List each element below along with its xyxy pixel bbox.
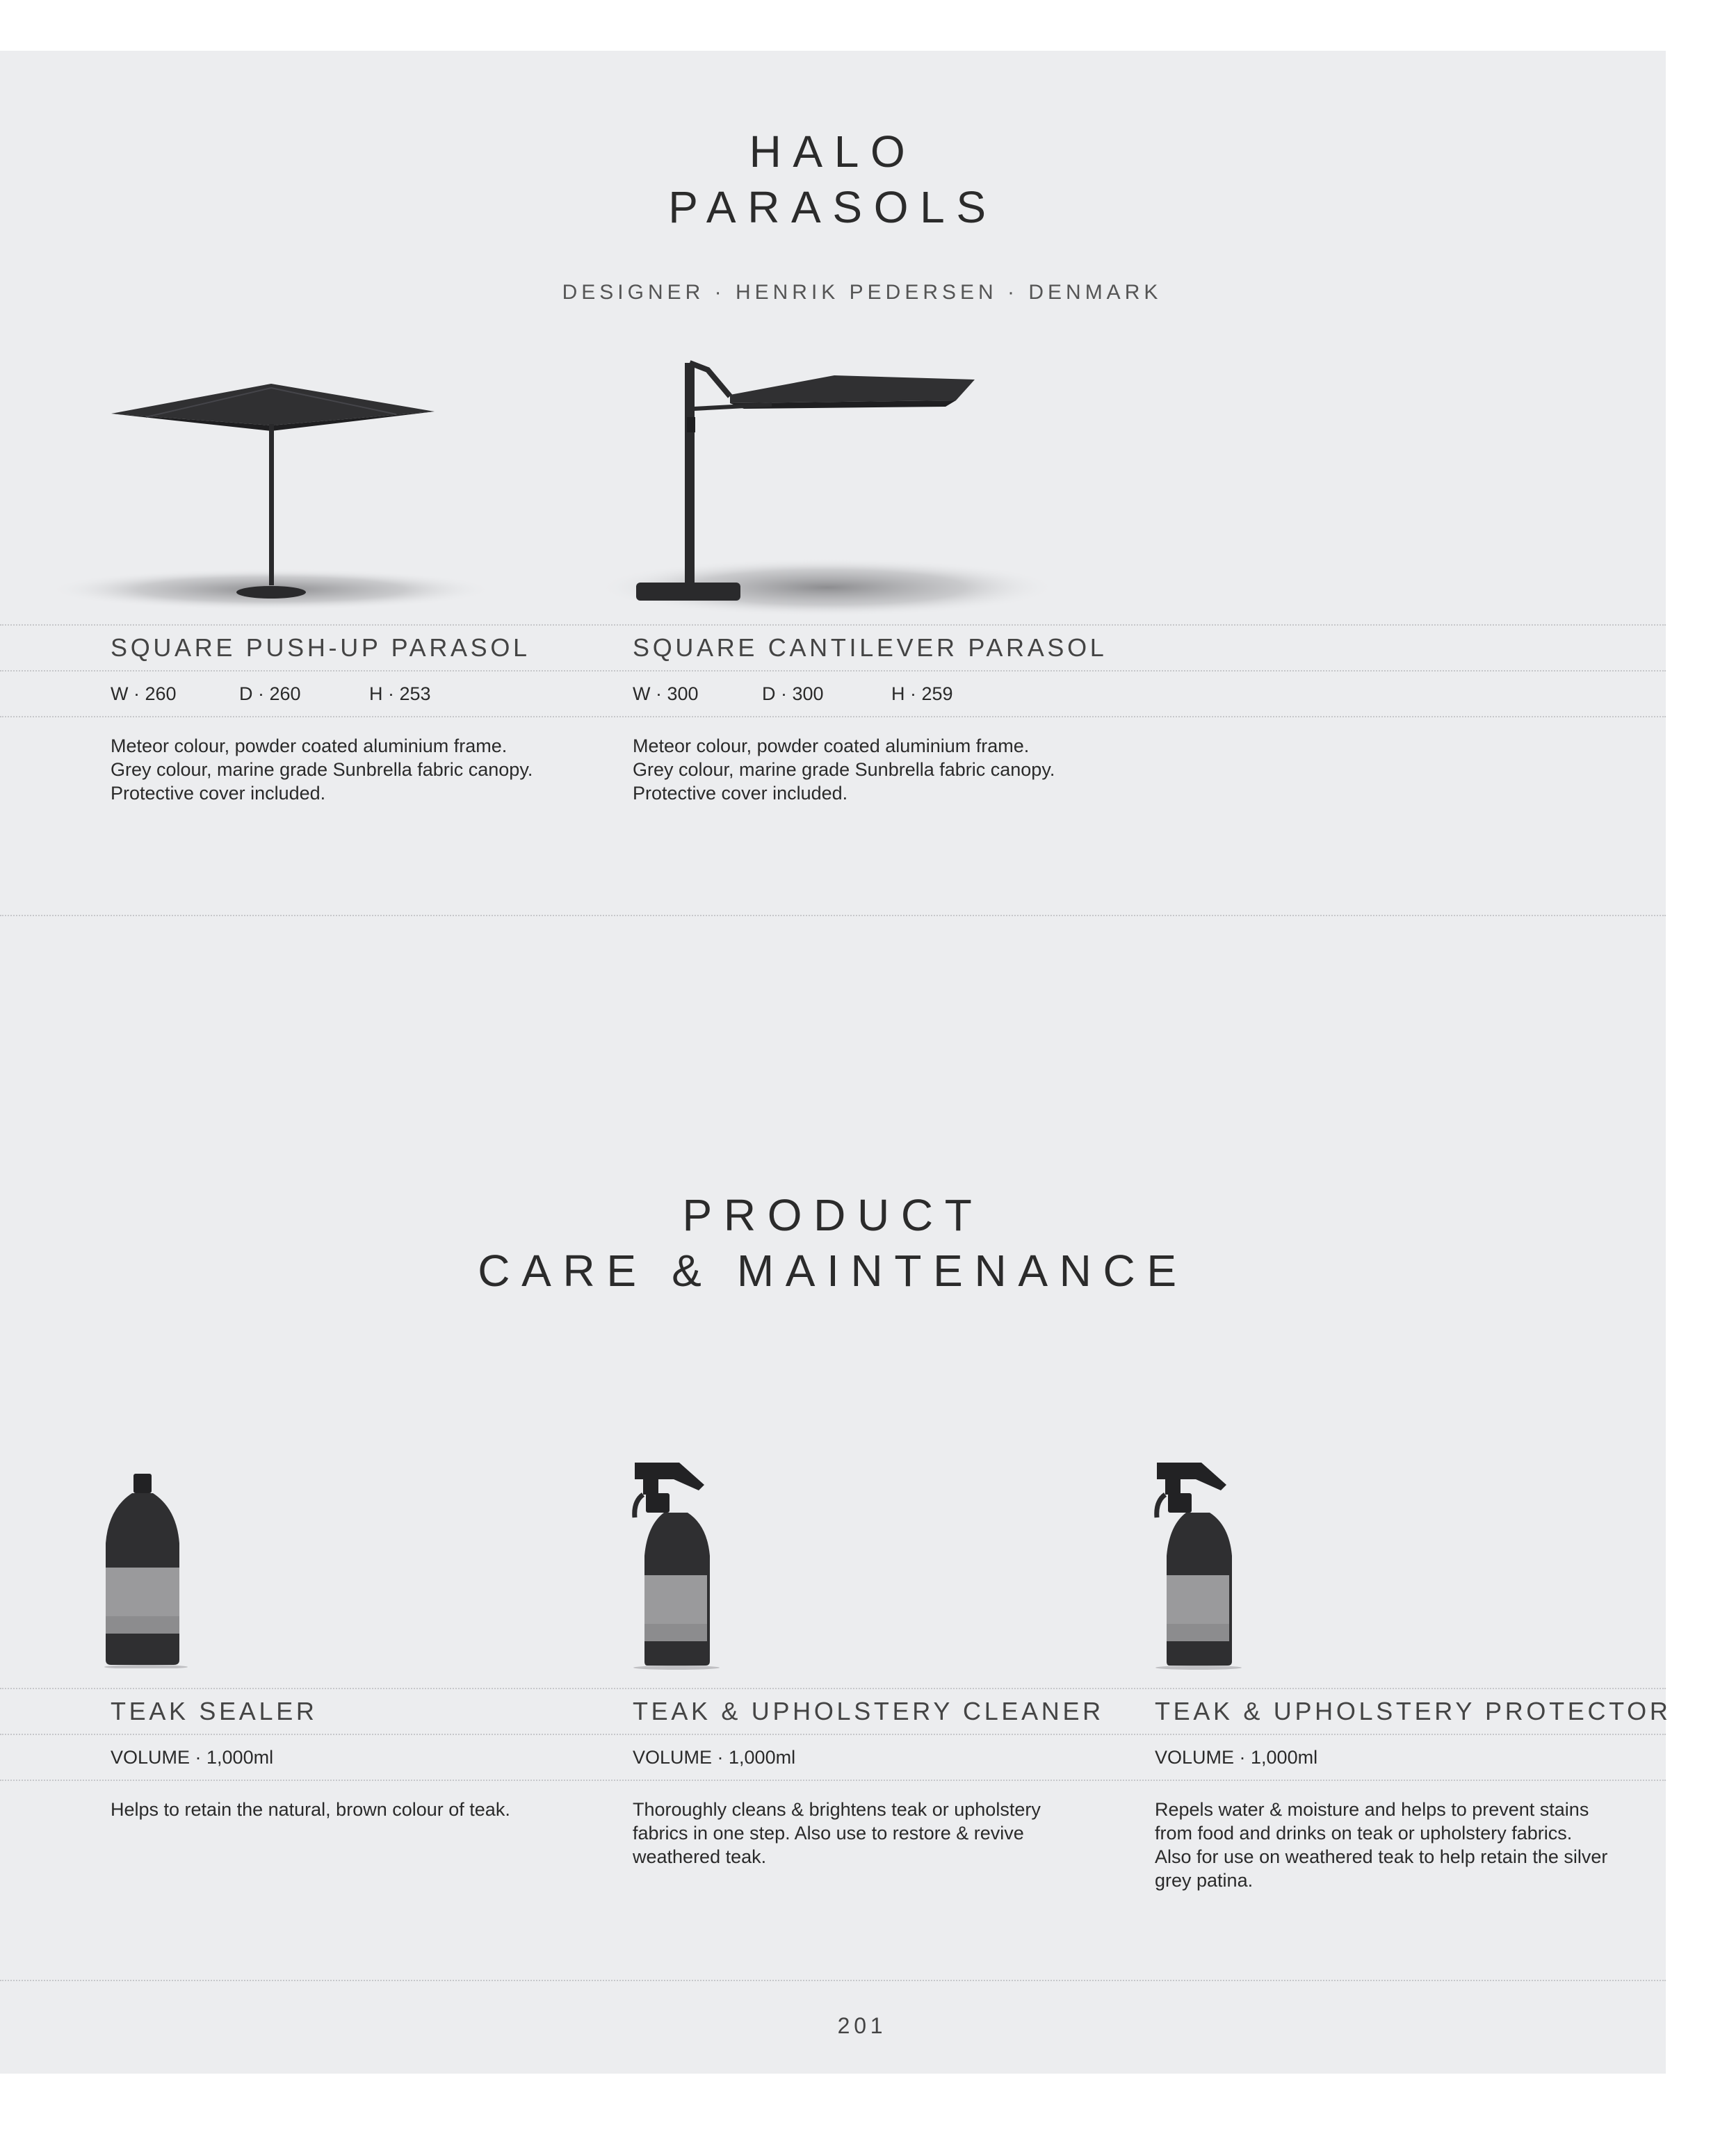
product-name: TEAK & UPHOLSTERY CLEANER [633, 1697, 1104, 1725]
product-volume: VOLUME · 1,000ml [633, 1747, 796, 1768]
divider [0, 1688, 1666, 1689]
section-title-line2: PARASOLS [668, 182, 998, 232]
divider [0, 1734, 1666, 1735]
product-description: Meteor colour, powder coated aluminium frame. Grey colour, marine grade Sunbrella fabric canopy. Protective cover included. [633, 735, 1055, 804]
product-volume: VOLUME · 1,000ml [111, 1747, 274, 1768]
section-title-line1: PRODUCT [682, 1190, 984, 1240]
product-description: Helps to retain the natural, brown colour of teak. [111, 1799, 510, 1820]
divider [0, 624, 1666, 626]
protector-spray-bottle-image [1151, 1458, 1256, 1670]
product-name: TEAK SEALER [111, 1697, 318, 1725]
divider [0, 915, 1666, 916]
divider [0, 1780, 1666, 1781]
product-name: SQUARE CANTILEVER PARASOL [633, 633, 1108, 662]
sealer-bottle-image [104, 1467, 195, 1668]
product-volume: VOLUME · 1,000ml [1155, 1747, 1318, 1768]
divider [0, 716, 1666, 717]
push-up-parasol-image [42, 368, 501, 612]
product-name: SQUARE PUSH-UP PARASOL [111, 633, 530, 662]
product-description: Thoroughly cleans & brightens teak or upholstery fabrics in one step. Also use to restore & revive weathered teak. [633, 1799, 1041, 1867]
dimension-depth: D · 260 [239, 683, 301, 704]
dimension-width: W · 300 [633, 683, 699, 704]
cantilever-parasol-image [570, 355, 1057, 619]
dimension-height: H · 259 [891, 683, 953, 704]
divider [0, 1980, 1666, 1981]
dimension-width: W · 260 [111, 683, 177, 704]
dimension-depth: D · 300 [762, 683, 824, 704]
page-number: 201 [837, 2013, 887, 2038]
designer-credit: DESIGNER · HENRIK PEDERSEN · DENMARK [562, 281, 1162, 304]
product-name: TEAK & UPHOLSTERY PROTECTOR [1155, 1697, 1671, 1725]
product-description: Repels water & moisture and helps to prevent stains from food and drinks on teak or upholstery fabrics. Also for use on weathered teak to help retain the silver grey patina. [1155, 1799, 1608, 1891]
section-title-line1: HALO [749, 127, 917, 177]
divider [0, 670, 1666, 672]
cleaner-spray-bottle-image [629, 1458, 733, 1670]
section-title-line2: CARE & MAINTENANCE [478, 1246, 1188, 1296]
dimension-height: H · 253 [369, 683, 431, 704]
product-description: Meteor colour, powder coated aluminium frame. Grey colour, marine grade Sunbrella fabric canopy. Protective cover included. [111, 735, 533, 804]
